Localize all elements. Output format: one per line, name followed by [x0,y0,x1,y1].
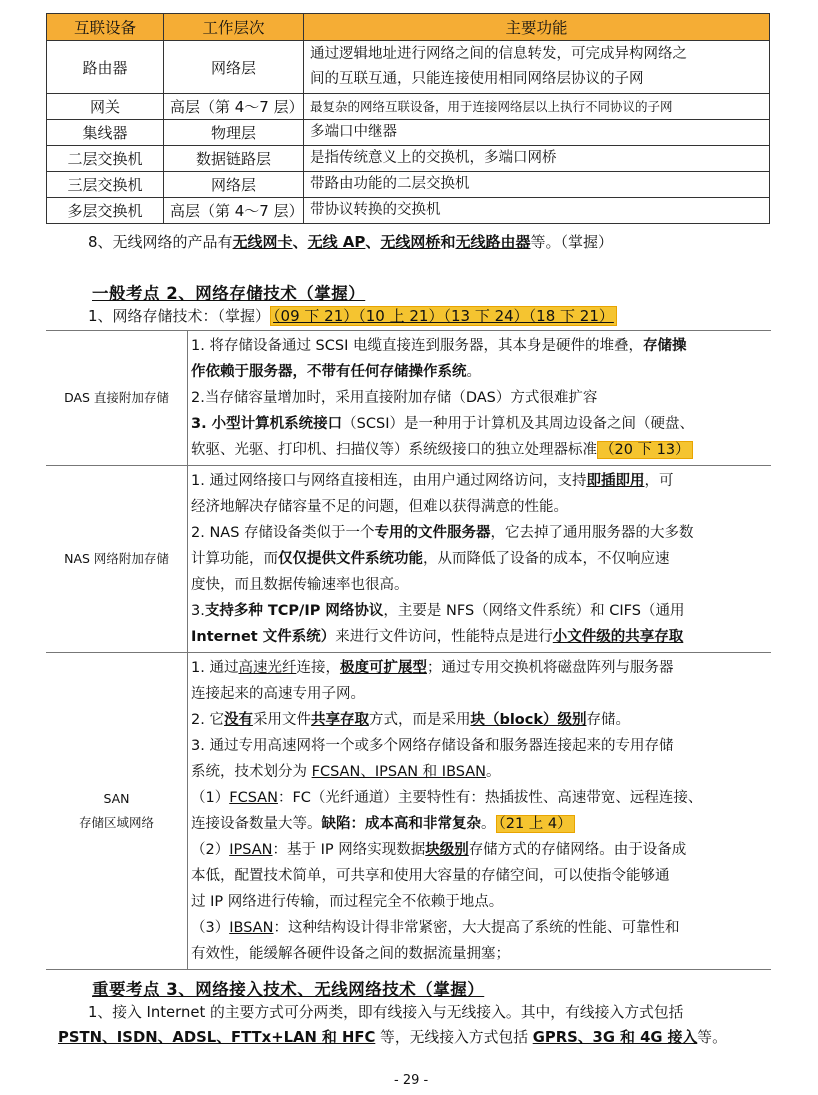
device-table [46,13,770,224]
function-cell: 是指传统意义上的交换机，多端口网桥 [304,146,770,172]
device-cell: 路由器 [47,41,164,94]
table-row [47,41,770,94]
device-cell: 三层交换机 [47,172,164,198]
header-device: 互联设备 [47,14,164,41]
header-function: 主要功能 [304,14,770,41]
function-cell: 通过逻辑地址进行网络之间的信息转发，可完成异构网络之 间的互联互通，只能连接使用相同网络层协议的子网 [304,41,770,94]
section-2-title: 一般考点 2、网络存储技术（掌握） [92,284,366,303]
function-cell: 多端口中继器 [304,120,770,146]
function-cell: 带路由功能的二层交换机 [304,172,770,198]
access-paragraph-line-1: 1、接入 Internet 的主要方式可分两类，即有线接入与无线接入。其中，有线接入方式包括 [88,1004,684,1021]
device-cell: 集线器 [47,120,164,146]
das-body: 1. 将存储设备通过 SCSI 电缆直接连到服务器，其本身是硬件的堆叠，存储操 作依赖于服务器，不带有任何存储操作系统。 2.当存储容量增加时，采用直接附加存储（DAS）方式很难扩容 3. 小型计算机系统接口（SCSI）是一种用于计算机及其周边设备之间（硬盘、 软驱、光驱、打印机、扫描仪等）系统级接口的独立处理器标准 （20 下 13） [188,331,772,466]
san-body: 1. 通过高速光纤连接，极度可扩展型；通过专用交换机将磁盘阵列与服务器 连接起来的高速专用子网。 2. 它没有采用文件共享存取方式，而是采用块（block）级别存储。 3. 通过专用高速网将一个或多个网络存储设备和服务器连接起来的专用存储 系统，技术划分为 FCSAN、IPSAN 和 IBSAN。 （1）FCSAN：FC（光纤通道）主要特性有：热插拔性、高速带宽、远程连接、 连接设备数量大等。缺陷：成本高和非常复杂。 （21 上 4） （2）IPSAN：基于 IP 网络实现数据块级别存储方式的存储网络。由于设备成 本低，配置技术简单，可共享和使用大容量的存储空间，可以使指令能够通 过 IP 网络进行传输，而过程完全不依赖于地点。 （3）IBSAN：这种结构设计得非常紧密，大大提高了系统的性能、可靠性和 有效性，能缓解各硬件设备之间的数据流量拥塞； [188,653,772,970]
table-row [46,653,771,970]
layer-cell: 高层（第 4～7 层） [164,198,304,224]
san-label: SAN 存储区域网络 [46,653,188,970]
device-cell: 多层交换机 [47,198,164,224]
page-number: - 29 - [394,1073,429,1088]
function-cell: 带协议转换的交换机 [304,198,770,224]
layer-cell: 网络层 [164,41,304,94]
das-label: DAS 直接附加存储 [46,331,188,466]
table-row [46,466,771,653]
device-cell: 网关 [47,94,164,120]
storage-item-1: 1、网络存储技术：（掌握） （09 下 21）（10 上 21）（13 下 24）（18 下 21） [88,305,617,326]
layer-cell: 物理层 [164,120,304,146]
table-row [47,146,770,172]
device-cell: 二层交换机 [47,146,164,172]
nas-label: NAS 网络附加存储 [46,466,188,653]
table-row [47,172,770,198]
table-row [47,94,770,120]
section-3-title: 重要考点 3、网络接入技术、无线网络技术（掌握） [92,980,485,999]
storage-table [46,330,771,970]
table-row [47,198,770,224]
table-row [46,331,771,466]
function-cell: 最复杂的网络互联设备，用于连接网络层以上执行不同协议的子网 [304,94,770,120]
point-8: 8、无线网络的产品有无线网卡、无线 AP、无线网桥和无线路由器等。（掌握） [88,233,613,251]
layer-cell: 网络层 [164,172,304,198]
access-paragraph-line-2: PSTN、ISDN、ADSL、FTTx+LAN 和 HFC 等，无线接入方式包括 GPRS、3G 和 4G 接入等。 [58,1029,727,1046]
layer-cell: 高层（第 4～7 层） [164,94,304,120]
table-row [47,120,770,146]
layer-cell: 数据链路层 [164,146,304,172]
nas-body: 1. 通过网络接口与网络直接相连，由用户通过网络访问，支持即插即用，可 经济地解决存储容量不足的问题，但难以获得满意的性能。 2. NAS 存储设备类似于一个专用的文件服务器，它去掉了通用服务器的大多数 计算功能，而仅仅提供文件系统功能，从而降低了设备的成本，不仅响应速 度快，而且数据传输速率也很高。 3.支持多种 TCP/IP 网络协议，主要是 NFS（网络文件系统）和 CIFS（通用 Internet 文件系统）来进行文件访问，性能特点是进行小文件级的共享存取 [188,466,772,653]
header-layer: 工作层次 [164,14,304,41]
